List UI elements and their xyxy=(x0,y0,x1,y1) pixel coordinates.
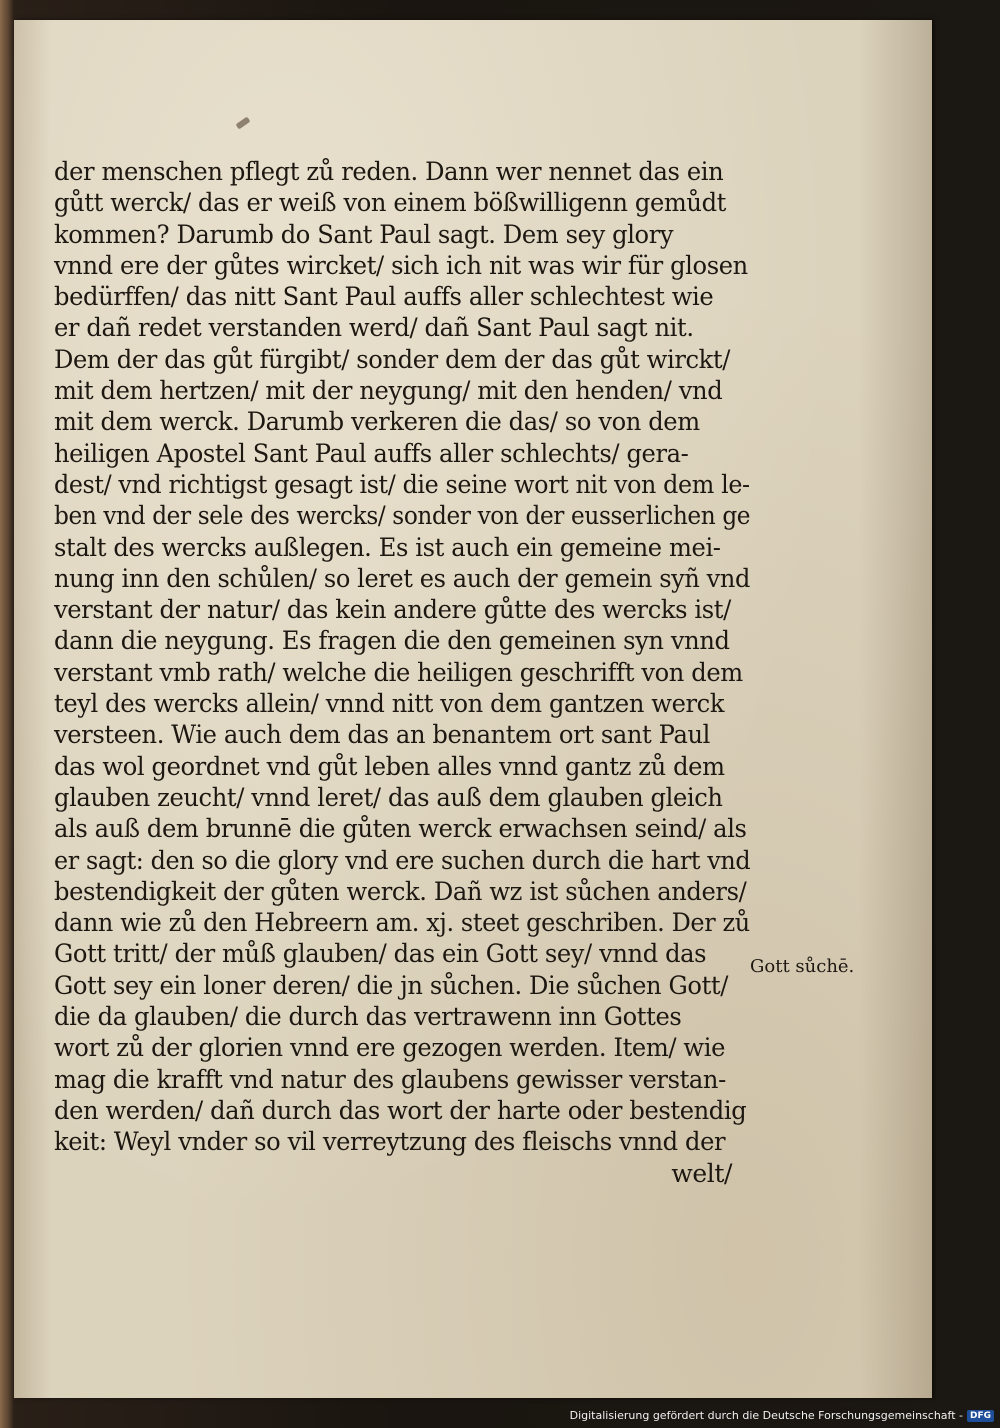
text-line: nung inn den schůlen/ so leret es auch der gemein syñ vnd xyxy=(54,563,750,593)
text-line: glauben zeucht/ vnnd leret/ das auß dem glauben gleich xyxy=(54,782,723,812)
marginal-note: Gott sůchē. xyxy=(750,956,855,977)
dfg-logo: DFG xyxy=(967,1410,994,1422)
text-line: das wol geordnet vnd gůt leben alles vnnd gantz zů dem xyxy=(54,751,725,781)
text-line: verstant vmb rath/ welche die heiligen geschrifft von dem xyxy=(54,657,743,687)
text-line: Dem der das gůt fürgibt/ sonder dem der das gůt wirckt/ xyxy=(54,344,730,374)
text-line: vnnd ere der gůtes wircket/ sich ich nit was wir für glosen xyxy=(54,250,748,280)
page-text xyxy=(54,156,774,1189)
text-line: mit dem hertzen/ mit der neygung/ mit den henden/ vnd xyxy=(54,376,723,406)
text-line: der menschen pflegt zů reden. Dann wer nennet das ein xyxy=(54,157,724,186)
footer-credit xyxy=(570,1409,994,1422)
text-line: dest/ vnd richtigst gesagt ist/ die seine wort nit von dem le- xyxy=(54,469,750,499)
text-line: wort zů der glorien vnnd ere gezogen werden. Item/ wie xyxy=(54,1033,725,1063)
text-line: die da glauben/ die durch das vertrawenn inn Gottes xyxy=(54,1002,682,1032)
text-line: teyl des wercks allein/ vnnd nitt von dem gantzen werck xyxy=(54,689,725,719)
text-line: ben vnd der sele des wercks/ sonder von der eusserlichen ge xyxy=(54,501,751,531)
footer-text: Digitalisierung gefördert durch die Deutsche Forschungsgemeinschaft - xyxy=(569,1409,963,1422)
text-line: er dañ redet verstanden werd/ dañ Sant Paul sagt nit. xyxy=(54,313,694,343)
text-line: bestendigkeit der gůten werck. Dañ wz ist sůchen anders/ xyxy=(54,876,747,906)
text-line: versteen. Wie auch dem das an benantem ort sant Paul xyxy=(54,720,710,750)
text-line: Gott sey ein loner deren/ die jn sůchen. Die sůchen Gott/ xyxy=(54,970,729,1000)
text-line: dann die neygung. Es fragen die den gemeinen syn vnnd xyxy=(54,626,730,656)
text-line: er sagt: den so die glory vnd ere suchen durch die hart vnd xyxy=(54,845,751,875)
text-line: stalt des wercks außlegen. Es ist auch ein gemeine mei- xyxy=(54,532,721,562)
text-line: heiligen Apostel Sant Paul auffs aller schlechts/ gera- xyxy=(54,438,689,468)
book-page xyxy=(14,20,932,1398)
text-line: Gott tritt/ der můß glauben/ das ein Gott sey/ vnnd das xyxy=(54,939,707,969)
text-line: mag die krafft vnd natur des glaubens gewisser verstan- xyxy=(54,1064,726,1094)
text-line: kommen? Darumb do Sant Paul sagt. Dem sey glory xyxy=(54,219,674,249)
text-line: den werden/ dañ durch das wort der harte oder bestendig xyxy=(54,1095,747,1125)
catchword-line: welt/ xyxy=(671,1158,732,1188)
text-line: gůtt werck/ das er weiß von einem bößwilligenn gemůdt xyxy=(54,188,726,218)
text-line: keit: Weyl vnder so vil verreytzung des fleischs vnnd der xyxy=(54,1127,726,1157)
binding-edge xyxy=(0,0,14,1428)
text-line: als auß dem brunnē die gůten werck erwachsen seind/ als xyxy=(54,814,747,844)
text-line: mit dem werck. Darumb verkeren die das/ so von dem xyxy=(54,407,700,437)
ink-mark xyxy=(236,117,251,130)
text-line: verstant der natur/ das kein andere gůtte des wercks ist/ xyxy=(54,595,731,625)
text-line: bedürffen/ das nitt Sant Paul auffs aller schlechtest wie xyxy=(54,282,714,312)
text-line: dann wie zů den Hebreern am. xj. steet geschriben. Der zů xyxy=(54,908,750,938)
